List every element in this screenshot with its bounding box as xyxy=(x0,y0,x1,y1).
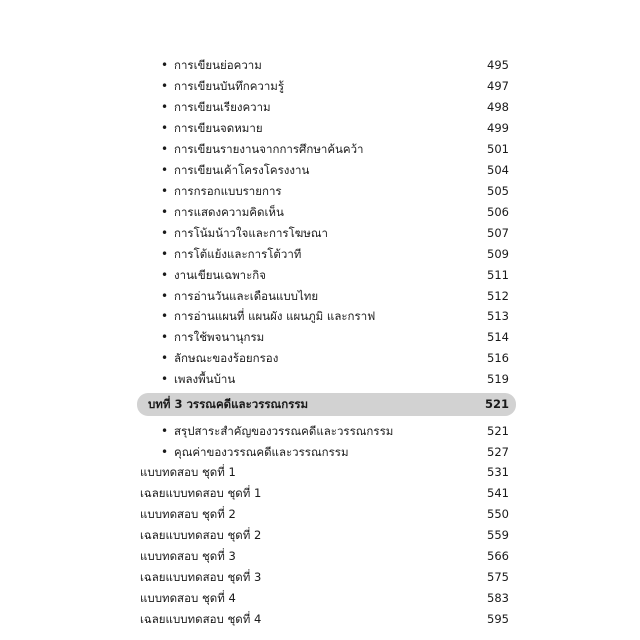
toc-entry-title: การโต้แย้งและการโต้วาที xyxy=(174,247,302,261)
toc-entry-page: 512 xyxy=(487,289,509,303)
toc-entry-title: งานเขียนเฉพาะกิจ xyxy=(174,268,267,282)
toc-entry-title: แบบทดสอบ ชุดที่ 4 xyxy=(140,591,236,605)
toc-entry xyxy=(0,588,640,608)
toc-entry xyxy=(0,181,640,201)
toc-entry xyxy=(0,76,640,96)
toc-entry-title: คุณค่าของวรรณคดีและวรรณกรรม xyxy=(174,445,349,459)
bullet-icon: • xyxy=(161,79,169,93)
toc-entry-page: 495 xyxy=(487,58,509,72)
toc-entry-page: 504 xyxy=(487,163,509,177)
toc-entry xyxy=(0,223,640,243)
toc-entry-page: 566 xyxy=(487,549,509,563)
chapter-title: บทที่ 3 วรรณคดีและวรรณกรรม xyxy=(148,397,309,411)
bullet-icon: • xyxy=(161,100,169,114)
toc-entry-title: เฉลยแบบทดสอบ ชุดที่ 1 xyxy=(140,486,262,500)
toc-entry-page: 513 xyxy=(487,309,509,323)
toc-entry-page: 499 xyxy=(487,121,509,135)
bullet-icon: • xyxy=(161,184,169,198)
toc-entry-page: 527 xyxy=(487,445,509,459)
bullet-icon: • xyxy=(161,247,169,261)
toc-entry xyxy=(0,462,640,482)
bullet-icon: • xyxy=(161,226,169,240)
toc-entry-page: 519 xyxy=(487,372,509,386)
toc-entry-title: การเขียนย่อความ xyxy=(174,58,262,72)
bullet-icon: • xyxy=(161,268,169,282)
bullet-icon: • xyxy=(161,424,169,438)
toc-entry-title: การเขียนจดหมาย xyxy=(174,121,263,135)
toc-entry xyxy=(0,546,640,566)
toc-entry-title: การแสดงความคิดเห็น xyxy=(174,205,284,219)
toc-entry-title: สรุปสาระสำคัญของวรรณคดีและวรรณกรรม xyxy=(174,424,394,438)
toc-entry-page: 501 xyxy=(487,142,509,156)
bullet-icon: • xyxy=(161,58,169,72)
toc-entry-title: เฉลยแบบทดสอบ ชุดที่ 2 xyxy=(140,528,262,542)
toc-entry-title: เพลงพื้นบ้าน xyxy=(174,372,236,386)
bullet-icon: • xyxy=(161,445,169,459)
bullet-icon: • xyxy=(161,309,169,323)
toc-entry-title: แบบทดสอบ ชุดที่ 1 xyxy=(140,465,236,479)
bullet-icon: • xyxy=(161,351,169,365)
toc-entry-title: การอ่านแผนที่ แผนผัง แผนภูมิ และกราฟ xyxy=(174,309,376,323)
toc-entry-title: การโน้มน้าวใจและการโฆษณา xyxy=(174,226,328,240)
toc-entry xyxy=(0,306,640,326)
toc-entry-page: 509 xyxy=(487,247,509,261)
toc-entry-page: 498 xyxy=(487,100,509,114)
toc-entry-page: 505 xyxy=(487,184,509,198)
bullet-icon: • xyxy=(161,163,169,177)
toc-entry-page: 559 xyxy=(487,528,509,542)
toc-entry xyxy=(0,286,640,306)
toc-entry-title: การเขียนบันทึกความรู้ xyxy=(174,79,285,93)
chapter-heading xyxy=(137,393,516,416)
toc-entry-title: เฉลยแบบทดสอบ ชุดที่ 4 xyxy=(140,612,262,626)
toc-entry xyxy=(0,265,640,285)
bullet-icon: • xyxy=(161,142,169,156)
toc-entry xyxy=(0,97,640,117)
toc-entry-page: 595 xyxy=(487,612,509,626)
toc-entry-page: 531 xyxy=(487,465,509,479)
toc-entry xyxy=(0,244,640,264)
toc-entry xyxy=(0,369,640,389)
toc-entry-page: 541 xyxy=(487,486,509,500)
toc-entry-title: เฉลยแบบทดสอบ ชุดที่ 3 xyxy=(140,570,262,584)
toc-entry-title: การเขียนเค้าโครงโครงงาน xyxy=(174,163,310,177)
chapter-page: 521 xyxy=(484,397,509,411)
toc-entry-page: 575 xyxy=(487,570,509,584)
toc-entry xyxy=(0,348,640,368)
toc-entry-page: 521 xyxy=(487,424,509,438)
toc-entry xyxy=(0,504,640,524)
toc-entry-page: 550 xyxy=(487,507,509,521)
toc-entry xyxy=(0,55,640,75)
toc-entry xyxy=(0,421,640,441)
toc-entry-title: การใช้พจนานุกรม xyxy=(174,330,265,344)
toc-entry xyxy=(0,525,640,545)
toc-entry-page: 516 xyxy=(487,351,509,365)
toc-entry-page: 583 xyxy=(487,591,509,605)
toc-entry xyxy=(0,139,640,159)
toc-entry-title: แบบทดสอบ ชุดที่ 2 xyxy=(140,507,236,521)
toc-entry-page: 507 xyxy=(487,226,509,240)
toc-entry xyxy=(0,160,640,180)
bullet-icon: • xyxy=(161,205,169,219)
toc-entry xyxy=(0,567,640,587)
bullet-icon: • xyxy=(161,372,169,386)
toc-entry-page: 506 xyxy=(487,205,509,219)
toc-entry-page: 514 xyxy=(487,330,509,344)
toc-entry-page: 511 xyxy=(487,268,509,282)
bullet-icon: • xyxy=(161,330,169,344)
toc-entry xyxy=(0,118,640,138)
toc-entry-title: การเขียนรายงานจากการศึกษาค้นคว้า xyxy=(174,142,364,156)
toc-entry-title: แบบทดสอบ ชุดที่ 3 xyxy=(140,549,236,563)
toc-entry-page: 497 xyxy=(487,79,509,93)
toc-entry xyxy=(0,442,640,462)
toc-entry xyxy=(0,202,640,222)
toc-entry-title: การอ่านวันและเดือนแบบไทย xyxy=(174,289,319,303)
toc-entry-title: การเขียนเรียงความ xyxy=(174,100,271,114)
toc-entry xyxy=(0,327,640,347)
bullet-icon: • xyxy=(161,121,169,135)
toc-entry-title: ลักษณะของร้อยกรอง xyxy=(174,351,279,365)
toc-entry xyxy=(0,609,640,629)
toc-entry-title: การกรอกแบบรายการ xyxy=(174,184,282,198)
toc-entry xyxy=(0,483,640,503)
bullet-icon: • xyxy=(161,289,169,303)
